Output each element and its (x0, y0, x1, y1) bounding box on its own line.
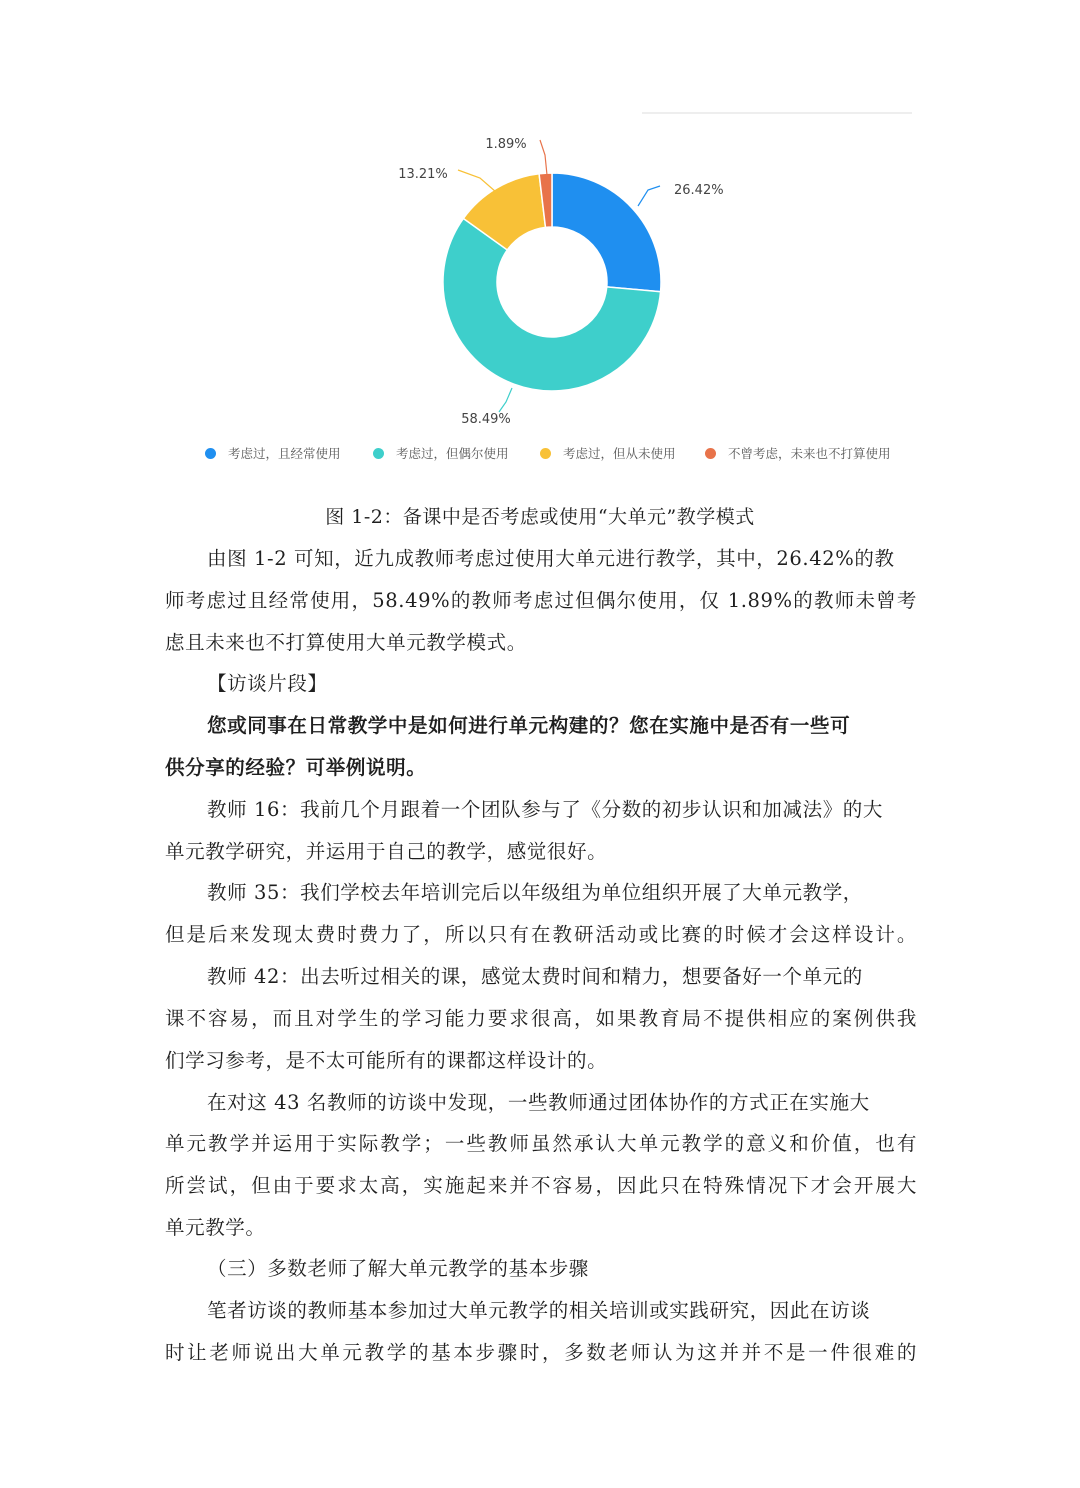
paragraph-line: 单元教学研究，并运用于自己的教学，感觉很好。 (165, 840, 608, 863)
legend-label: 考虑过，但从未使用 (563, 446, 676, 461)
data-label: 26.42% (674, 183, 724, 198)
figure-caption: 图 1-2：备课中是否考虑或使用“大单元”教学模式 (325, 506, 755, 528)
leader-line (499, 388, 512, 412)
paragraph-line: 教师 42：出去听过相关的课，感觉太费时间和精力，想要备好一个单元的 (207, 965, 863, 988)
decorative-top-line (642, 112, 912, 114)
legend-dot-icon (373, 448, 384, 459)
section-label: 【访谈片段】 (207, 672, 328, 695)
paragraph-line: 虑且未来也不打算使用大单元教学模式。 (165, 631, 527, 654)
paragraph-line: 单元教学。 (165, 1216, 266, 1239)
leader-line (458, 170, 496, 192)
paragraph-line: 由图 1-2 可知，近九成教师考虑过使用大单元进行教学，其中，26.42%的教 (207, 547, 895, 570)
legend-item (373, 444, 509, 462)
data-label: 1.89% (485, 137, 527, 152)
legend-item (705, 444, 891, 462)
paragraph-line: 但是后来发现太费时费力了，所以只有在教研活动或比赛的时候才会这样设计。 (165, 923, 917, 946)
paragraph-line: 课不容易，而且对学生的学习能力要求很高，如果教育局不提供相应的案例供我 (165, 1007, 917, 1030)
paragraph-line: 时让老师说出大单元教学的基本步骤时，多数老师认为这并并不是一件很难的 (165, 1341, 917, 1364)
legend-item (540, 444, 676, 462)
legend-label: 考虑过，但偶尔使用 (396, 446, 509, 461)
legend-dot-icon (205, 448, 216, 459)
interview-question: 您或同事在日常教学中是如何进行单元构建的？您在实施中是否有一些可 (207, 714, 851, 737)
paragraph-line: 所尝试，但由于要求太高，实施起来并不容易，因此只在特殊情况下才会开展大 (165, 1174, 917, 1197)
paragraph-line: 笔者访谈的教师基本参加过大单元教学的相关培训或实践研究，因此在访谈 (207, 1299, 871, 1322)
interview-question: 供分享的经验？可举例说明。 (165, 756, 427, 779)
legend-label: 不曾考虑，未来也不打算使用 (728, 446, 891, 461)
paragraph-line: 教师 35：我们学校去年培训完后以年级组为单位组织开展了大单元教学， (207, 881, 863, 904)
legend-dot-icon (705, 448, 716, 459)
legend-dot-icon (540, 448, 551, 459)
leader-line (540, 140, 547, 175)
paragraph-line: 教师 16：我前几个月跟着一个团队参与了《分数的初步认识和加减法》的大 (207, 798, 884, 821)
paragraph-line: 单元教学并运用于实际教学；一些教师虽然承认大单元教学的意义和价值，也有 (165, 1132, 917, 1155)
donut-slice (552, 173, 661, 292)
paragraph-line: 们学习参考，是不太可能所有的课都这样设计的。 (165, 1049, 608, 1072)
leader-line (638, 186, 660, 206)
legend-item (205, 444, 341, 462)
donut-chart (190, 120, 890, 440)
legend-label: 考虑过，且经常使用 (228, 446, 341, 461)
data-label: 58.49% (461, 412, 511, 427)
data-label: 13.21% (398, 167, 448, 182)
section-heading: （三）多数老师了解大单元教学的基本步骤 (207, 1257, 589, 1280)
paragraph-line: 师考虑过且经常使用，58.49%的教师考虑过但偶尔使用，仅 1.89%的教师未曾考 (165, 589, 917, 612)
paragraph-line: 在对这 43 名教师的访谈中发现，一些教师通过团体协作的方式正在实施大 (207, 1091, 870, 1114)
chart-legend (205, 444, 925, 466)
